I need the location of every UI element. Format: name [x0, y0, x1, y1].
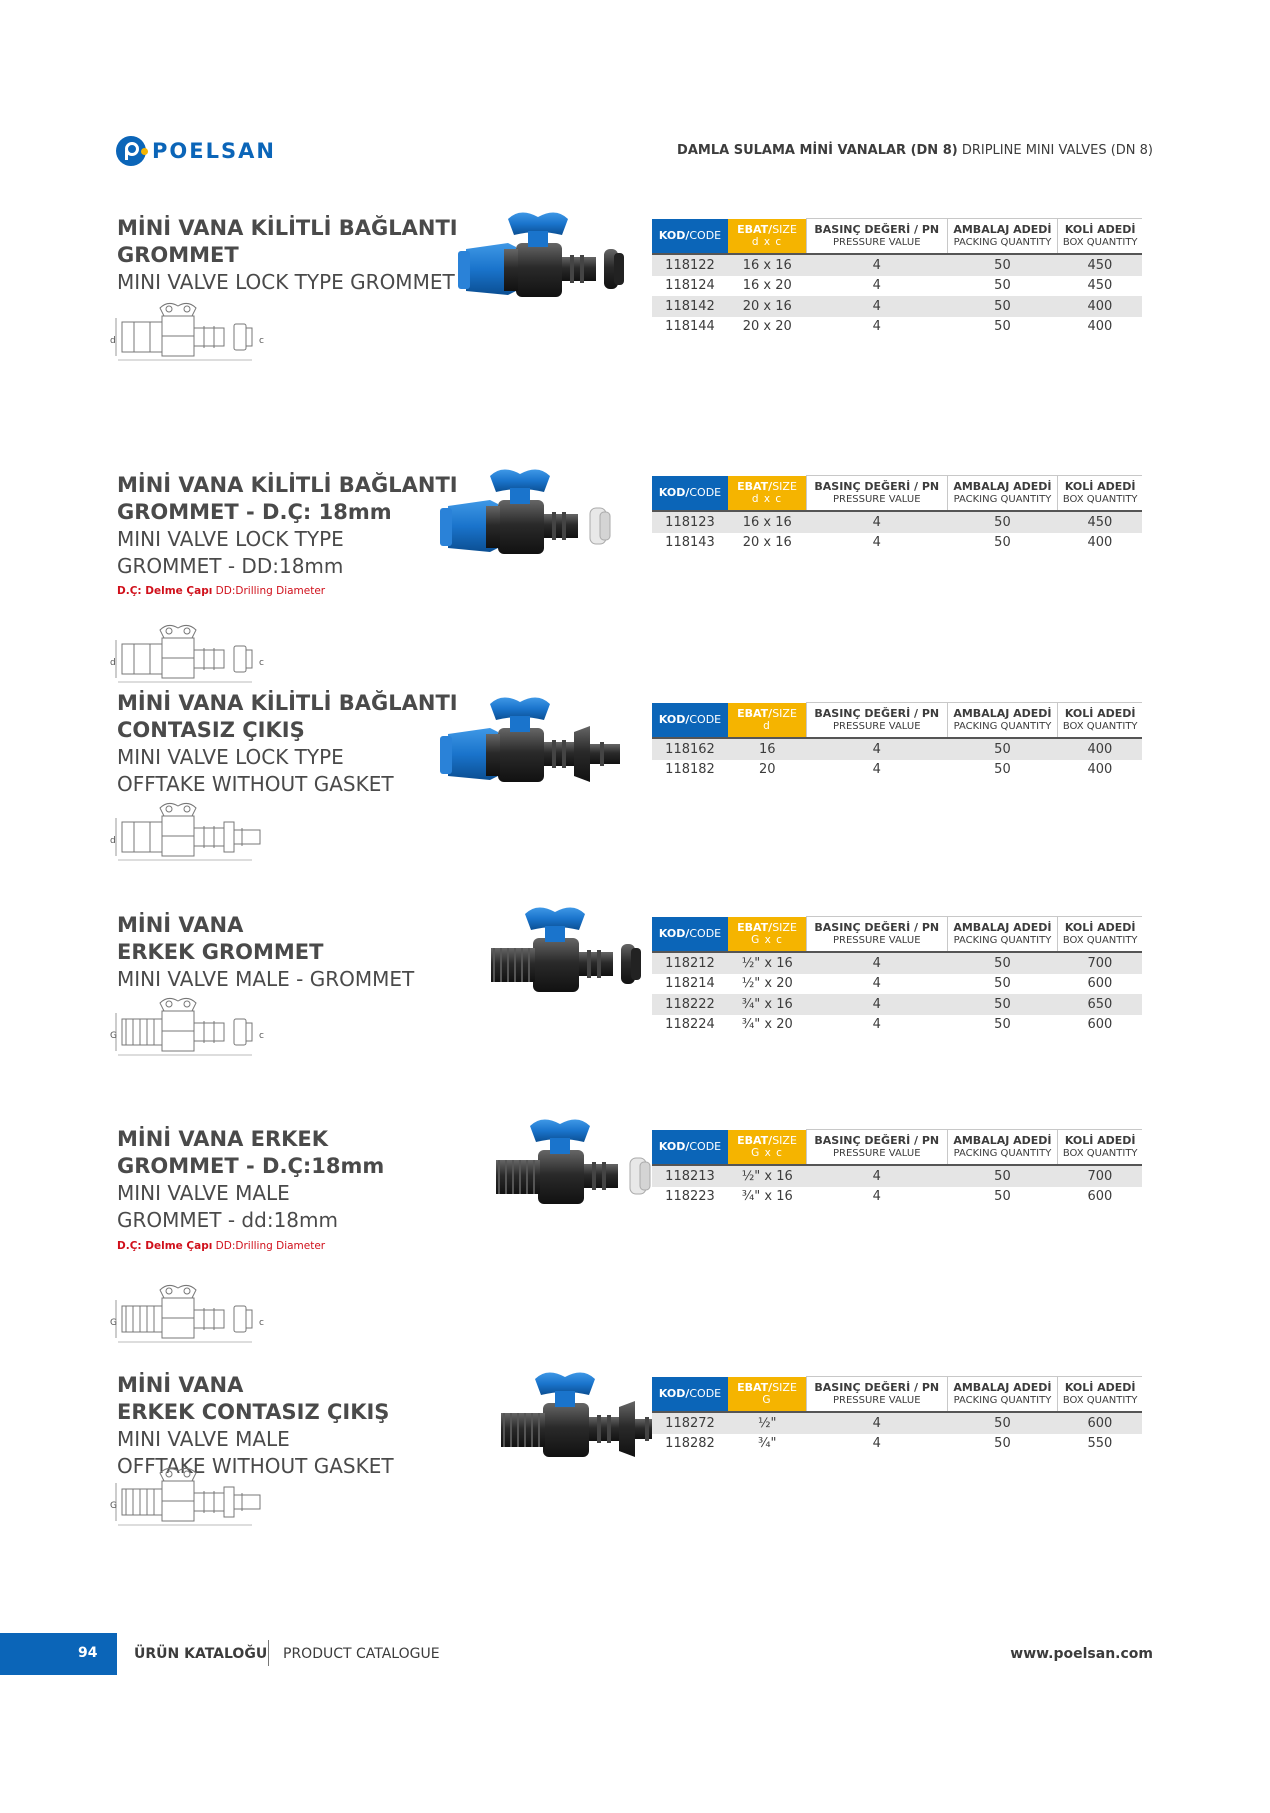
- table-cell: 50: [947, 533, 1058, 554]
- table-cell: 600: [1058, 974, 1142, 995]
- size-header-tr: EBAT/: [737, 920, 773, 934]
- table-cell: 4: [807, 1434, 948, 1455]
- drawing-label-left: G: [110, 1318, 117, 1328]
- column-header-pressure: [807, 1377, 948, 1413]
- size-subheader: G: [762, 1393, 772, 1406]
- code-header-tr: KOD/: [658, 713, 690, 727]
- product-table: [652, 1376, 1142, 1454]
- table-row: [652, 276, 1142, 297]
- column-header-code: [652, 703, 728, 739]
- table-cell: 400: [1058, 738, 1142, 760]
- table-cell: ¾" x 16: [728, 994, 807, 1015]
- table-cell: 118122: [652, 254, 728, 276]
- column-header-box: [1058, 917, 1142, 953]
- drilling-diameter-note: [117, 585, 325, 597]
- column-header-packing-tr: AMBALAJ ADEDİ: [953, 1134, 1052, 1147]
- drawing-label-left: d: [110, 336, 116, 346]
- table-cell: 4: [807, 296, 948, 317]
- table-cell: 50: [947, 1187, 1058, 1208]
- product-title-tr: CONTASIZ ÇIKIŞ: [117, 718, 305, 742]
- drawing-label-left: G: [110, 1031, 117, 1041]
- size-header-tr: EBAT/: [737, 479, 773, 493]
- table-cell: 118272: [652, 1412, 728, 1434]
- table-cell: ¾": [728, 1434, 807, 1455]
- technical-drawing: [112, 1282, 287, 1346]
- table-cell: ½" x 16: [728, 1165, 807, 1187]
- poelsan-logo-icon: [116, 136, 146, 166]
- column-header-size: [728, 219, 807, 255]
- table-header-row: [652, 1377, 1142, 1413]
- product-title-tr: ERKEK GROMMET: [117, 940, 324, 964]
- column-header-box: [1058, 1130, 1142, 1166]
- table-cell: 118214: [652, 974, 728, 995]
- drawing-label-left: G: [110, 1501, 117, 1511]
- table-row: [652, 994, 1142, 1015]
- table-cell: 4: [807, 276, 948, 297]
- table-cell: 16 x 16: [728, 511, 807, 533]
- column-header-pressure-tr: BASINÇ DEĞERİ / PN: [814, 223, 940, 236]
- column-header-box-en: BOX QUANTITY: [1062, 721, 1138, 732]
- technical-drawing: [112, 300, 287, 364]
- size-header-en: SIZE: [772, 222, 797, 236]
- column-header-box-en: BOX QUANTITY: [1062, 935, 1138, 946]
- table-row: [652, 1434, 1142, 1455]
- table-cell: 118213: [652, 1165, 728, 1187]
- table-cell: 118182: [652, 760, 728, 781]
- product-table: [652, 475, 1142, 553]
- product-title-tr: GROMMET: [117, 243, 239, 267]
- table-cell: 118223: [652, 1187, 728, 1208]
- note-en: DD:Drilling Diameter: [215, 1240, 326, 1252]
- page-number: 94: [78, 1645, 98, 1661]
- table-cell: 600: [1058, 1015, 1142, 1036]
- table-cell: 118143: [652, 533, 728, 554]
- column-header-box-en: BOX QUANTITY: [1062, 1395, 1138, 1406]
- column-header-code: [652, 219, 728, 255]
- table-header-row: [652, 703, 1142, 739]
- table-cell: 4: [807, 738, 948, 760]
- column-header-packing-en: PACKING QUANTITY: [953, 935, 1052, 946]
- code-header-en: CODE: [689, 713, 722, 727]
- size-subheader: G x c: [751, 933, 783, 946]
- table-cell: 118224: [652, 1015, 728, 1036]
- table-cell: 16: [728, 738, 807, 760]
- table-row: [652, 1015, 1142, 1036]
- table-row: [652, 533, 1142, 554]
- product-title-en: MINI VALVE MALE - GROMMET: [117, 967, 415, 991]
- table-cell: 20 x 16: [728, 296, 807, 317]
- table-cell: 4: [807, 254, 948, 276]
- column-header-box-tr: KOLİ ADEDİ: [1064, 1134, 1136, 1147]
- product-photo: [440, 690, 630, 804]
- column-header-pressure-en: PRESSURE VALUE: [833, 237, 921, 248]
- footer-website-link[interactable]: www.poelsan.com: [1010, 1646, 1153, 1662]
- size-header-en: SIZE: [772, 1133, 797, 1147]
- table-cell: 4: [807, 952, 948, 974]
- table-cell: ¾" x 20: [728, 1015, 807, 1036]
- table-cell: 50: [947, 317, 1058, 338]
- table-cell: 4: [807, 994, 948, 1015]
- column-header-box-en: BOX QUANTITY: [1062, 494, 1138, 505]
- drawing-label-left: d: [110, 658, 116, 668]
- table-row: [652, 1165, 1142, 1187]
- column-header-box-tr: KOLİ ADEDİ: [1064, 223, 1136, 236]
- table-cell: 50: [947, 296, 1058, 317]
- column-header-box: [1058, 476, 1142, 512]
- table-cell: 400: [1058, 533, 1142, 554]
- code-header-en: CODE: [689, 229, 722, 243]
- table-cell: 20 x 20: [728, 317, 807, 338]
- code-header-en: CODE: [689, 1140, 722, 1154]
- table-cell: 4: [807, 1165, 948, 1187]
- product-title-en: OFFTAKE WITHOUT GASKET: [117, 1454, 394, 1478]
- code-header-tr: KOD/: [658, 486, 690, 500]
- footer-page-box: [0, 1633, 117, 1675]
- column-header-code: [652, 476, 728, 512]
- code-header-tr: KOD/: [658, 1387, 690, 1401]
- technical-drawing: [112, 800, 287, 864]
- column-header-packing: [947, 917, 1058, 953]
- table-cell: 50: [947, 1434, 1058, 1455]
- table-row: [652, 254, 1142, 276]
- table-header-row: [652, 1130, 1142, 1166]
- table-cell: 50: [947, 994, 1058, 1015]
- product-photo: [458, 205, 648, 319]
- product-table: [652, 1129, 1142, 1207]
- product-title-en: MINI VALVE MALE: [117, 1181, 290, 1205]
- size-subheader: d x c: [751, 235, 783, 248]
- footer-catalog-tr-text: ÜRÜN KATALOĞU: [134, 1646, 268, 1662]
- size-header-en: SIZE: [772, 479, 797, 493]
- column-header-box: [1058, 219, 1142, 255]
- size-header-tr: EBAT/: [737, 1133, 773, 1147]
- footer-divider: [268, 1640, 269, 1666]
- product-photo: [475, 900, 665, 1014]
- column-header-packing: [947, 1130, 1058, 1166]
- table-cell: 50: [947, 511, 1058, 533]
- table-row: [652, 1412, 1142, 1434]
- table-cell: 400: [1058, 760, 1142, 781]
- product-photo: [480, 1112, 670, 1226]
- drilling-diameter-note: [117, 1240, 325, 1252]
- table-cell: 50: [947, 974, 1058, 995]
- column-header-box-tr: KOLİ ADEDİ: [1064, 480, 1136, 493]
- product-table: [652, 916, 1142, 1035]
- column-header-code: [652, 1377, 728, 1413]
- column-header-size: [728, 703, 807, 739]
- table-cell: 118162: [652, 738, 728, 760]
- poelsan-logo: [116, 133, 276, 169]
- column-header-pressure-en: PRESSURE VALUE: [833, 721, 921, 732]
- size-header-tr: EBAT/: [737, 1380, 773, 1394]
- column-header-pressure: [807, 703, 948, 739]
- column-header-pressure-tr: BASINÇ DEĞERİ / PN: [814, 707, 940, 720]
- table-cell: 450: [1058, 254, 1142, 276]
- table-cell: 4: [807, 760, 948, 781]
- product-title-tr: MİNİ VANA: [117, 913, 244, 937]
- table-cell: 118123: [652, 511, 728, 533]
- product-photo: [440, 462, 630, 576]
- product-title-tr: MİNİ VANA ERKEK: [117, 1127, 329, 1151]
- table-cell: 4: [807, 1187, 948, 1208]
- column-header-packing-en: PACKING QUANTITY: [953, 721, 1052, 732]
- product-title-en: GROMMET - dd:18mm: [117, 1208, 338, 1232]
- product-photo: [485, 1365, 675, 1479]
- drawing-label-left: d: [110, 836, 116, 846]
- table-cell: ½" x 20: [728, 974, 807, 995]
- size-subheader: d: [763, 719, 771, 732]
- column-header-packing: [947, 219, 1058, 255]
- table-cell: 50: [947, 1015, 1058, 1036]
- table-cell: 16 x 16: [728, 254, 807, 276]
- table-row: [652, 952, 1142, 974]
- table-row: [652, 511, 1142, 533]
- table-row: [652, 317, 1142, 338]
- column-header-pressure: [807, 219, 948, 255]
- table-cell: 650: [1058, 994, 1142, 1015]
- table-cell: 450: [1058, 276, 1142, 297]
- code-header-tr: KOD/: [658, 1140, 690, 1154]
- table-cell: 20: [728, 760, 807, 781]
- product-table: [652, 702, 1142, 780]
- column-header-packing-en: PACKING QUANTITY: [953, 1395, 1052, 1406]
- column-header-pressure-en: PRESSURE VALUE: [833, 1148, 921, 1159]
- column-header-packing-tr: AMBALAJ ADEDİ: [953, 921, 1052, 934]
- drawing-label-right: c: [259, 336, 264, 346]
- size-subheader: d x c: [751, 492, 783, 505]
- product-title-tr: GROMMET - D.Ç:18mm: [117, 1154, 385, 1178]
- column-header-box: [1058, 1377, 1142, 1413]
- column-header-box-tr: KOLİ ADEDİ: [1064, 1381, 1136, 1394]
- table-cell: 50: [947, 952, 1058, 974]
- technical-drawing: [112, 622, 287, 686]
- column-header-pressure: [807, 1130, 948, 1166]
- table-cell: 4: [807, 317, 948, 338]
- column-header-packing-en: PACKING QUANTITY: [953, 1148, 1052, 1159]
- table-header-row: [652, 219, 1142, 255]
- product-title-en: MINI VALVE LOCK TYPE: [117, 745, 344, 769]
- table-row: [652, 1187, 1142, 1208]
- logo-text: POELSAN: [152, 139, 276, 163]
- table-row: [652, 738, 1142, 760]
- column-header-packing-en: PACKING QUANTITY: [953, 237, 1052, 248]
- table-cell: 450: [1058, 511, 1142, 533]
- table-cell: 550: [1058, 1434, 1142, 1455]
- note-tr: D.Ç: Delme Çapı: [117, 585, 213, 597]
- product-title-tr: GROMMET - D.Ç: 18mm: [117, 500, 392, 524]
- table-cell: 4: [807, 511, 948, 533]
- code-header-en: CODE: [689, 486, 722, 500]
- product-table: [652, 218, 1142, 337]
- product-title-en: MINI VALVE LOCK TYPE GROMMET: [117, 270, 455, 294]
- column-header-pressure-tr: BASINÇ DEĞERİ / PN: [814, 1381, 940, 1394]
- note-en: DD:Drilling Diameter: [215, 585, 326, 597]
- column-header-size: [728, 917, 807, 953]
- column-header-packing-en: PACKING QUANTITY: [953, 494, 1052, 505]
- table-row: [652, 760, 1142, 781]
- table-header-row: [652, 476, 1142, 512]
- size-header-tr: EBAT/: [737, 222, 773, 236]
- table-header-row: [652, 917, 1142, 953]
- column-header-packing-tr: AMBALAJ ADEDİ: [953, 480, 1052, 493]
- column-header-size: [728, 476, 807, 512]
- table-cell: 50: [947, 1165, 1058, 1187]
- product-title-tr: MİNİ VANA KİLİTLİ BAĞLANTI: [117, 473, 458, 497]
- page-header-title: [677, 143, 1153, 158]
- table-cell: 118282: [652, 1434, 728, 1455]
- column-header-size: [728, 1130, 807, 1166]
- product-title-tr: MİNİ VANA: [117, 1373, 244, 1397]
- column-header-box-tr: KOLİ ADEDİ: [1064, 921, 1136, 934]
- code-header-tr: KOD/: [658, 927, 690, 941]
- table-cell: 700: [1058, 1165, 1142, 1187]
- column-header-packing: [947, 476, 1058, 512]
- technical-drawing: [112, 995, 287, 1059]
- product-title-tr: ERKEK CONTASIZ ÇIKIŞ: [117, 1400, 390, 1424]
- column-header-pressure-en: PRESSURE VALUE: [833, 1395, 921, 1406]
- technical-drawing: [112, 1465, 287, 1529]
- table-cell: 50: [947, 738, 1058, 760]
- column-header-pressure-en: PRESSURE VALUE: [833, 494, 921, 505]
- column-header-packing: [947, 1377, 1058, 1413]
- column-header-code: [652, 1130, 728, 1166]
- table-cell: 50: [947, 254, 1058, 276]
- table-cell: 118124: [652, 276, 728, 297]
- table-cell: 118142: [652, 296, 728, 317]
- product-title-tr: MİNİ VANA KİLİTLİ BAĞLANTI: [117, 691, 458, 715]
- code-header-tr: KOD/: [658, 229, 690, 243]
- column-header-box-en: BOX QUANTITY: [1062, 1148, 1138, 1159]
- table-cell: 50: [947, 1412, 1058, 1434]
- table-row: [652, 974, 1142, 995]
- table-cell: 4: [807, 1412, 948, 1434]
- column-header-pressure: [807, 476, 948, 512]
- drawing-label-right: c: [259, 1031, 264, 1041]
- table-cell: 20 x 16: [728, 533, 807, 554]
- size-header-en: SIZE: [772, 706, 797, 720]
- product-title-en: OFFTAKE WITHOUT GASKET: [117, 772, 394, 796]
- column-header-packing: [947, 703, 1058, 739]
- drawing-label-right: c: [259, 1318, 264, 1328]
- column-header-packing-tr: AMBALAJ ADEDİ: [953, 223, 1052, 236]
- footer-catalog-en: PRODUCT CATALOGUE: [283, 1646, 440, 1662]
- column-header-box-tr: KOLİ ADEDİ: [1064, 707, 1136, 720]
- table-row: [652, 296, 1142, 317]
- column-header-pressure-en: PRESSURE VALUE: [833, 935, 921, 946]
- table-cell: 600: [1058, 1412, 1142, 1434]
- footer-catalog-tr: [134, 1646, 267, 1662]
- column-header-pressure-tr: BASINÇ DEĞERİ / PN: [814, 480, 940, 493]
- table-cell: 118222: [652, 994, 728, 1015]
- code-header-en: CODE: [689, 927, 722, 941]
- column-header-pressure-tr: BASINÇ DEĞERİ / PN: [814, 1134, 940, 1147]
- note-tr: D.Ç: Delme Çapı: [117, 1240, 213, 1252]
- table-cell: 50: [947, 276, 1058, 297]
- column-header-box: [1058, 703, 1142, 739]
- table-cell: 4: [807, 533, 948, 554]
- table-cell: ½" x 16: [728, 952, 807, 974]
- table-cell: ¾" x 16: [728, 1187, 807, 1208]
- product-title-tr: MİNİ VANA KİLİTLİ BAĞLANTI: [117, 216, 458, 240]
- code-header-en: CODE: [689, 1387, 722, 1401]
- table-cell: 4: [807, 1015, 948, 1036]
- header-title-tr: DAMLA SULAMA MİNİ VANALAR (DN 8): [677, 143, 958, 158]
- size-header-en: SIZE: [772, 1380, 797, 1394]
- table-cell: 118144: [652, 317, 728, 338]
- column-header-packing-tr: AMBALAJ ADEDİ: [953, 707, 1052, 720]
- column-header-box-en: BOX QUANTITY: [1062, 237, 1138, 248]
- drawing-label-right: c: [259, 658, 264, 668]
- table-cell: 600: [1058, 1187, 1142, 1208]
- product-title-en: MINI VALVE MALE: [117, 1427, 290, 1451]
- table-cell: ½": [728, 1412, 807, 1434]
- table-cell: 400: [1058, 296, 1142, 317]
- product-title-en: MINI VALVE LOCK TYPE: [117, 527, 344, 551]
- table-cell: 118212: [652, 952, 728, 974]
- column-header-size: [728, 1377, 807, 1413]
- header-title-en: DRIPLINE MINI VALVES (DN 8): [961, 143, 1153, 158]
- size-header-tr: EBAT/: [737, 706, 773, 720]
- column-header-code: [652, 917, 728, 953]
- size-subheader: G x c: [751, 1146, 783, 1159]
- size-header-en: SIZE: [772, 920, 797, 934]
- table-cell: 16 x 20: [728, 276, 807, 297]
- column-header-pressure: [807, 917, 948, 953]
- table-cell: 400: [1058, 317, 1142, 338]
- table-cell: 700: [1058, 952, 1142, 974]
- column-header-packing-tr: AMBALAJ ADEDİ: [953, 1381, 1052, 1394]
- table-cell: 4: [807, 974, 948, 995]
- product-title-en: GROMMET - DD:18mm: [117, 554, 344, 578]
- table-cell: 50: [947, 760, 1058, 781]
- column-header-pressure-tr: BASINÇ DEĞERİ / PN: [814, 921, 940, 934]
